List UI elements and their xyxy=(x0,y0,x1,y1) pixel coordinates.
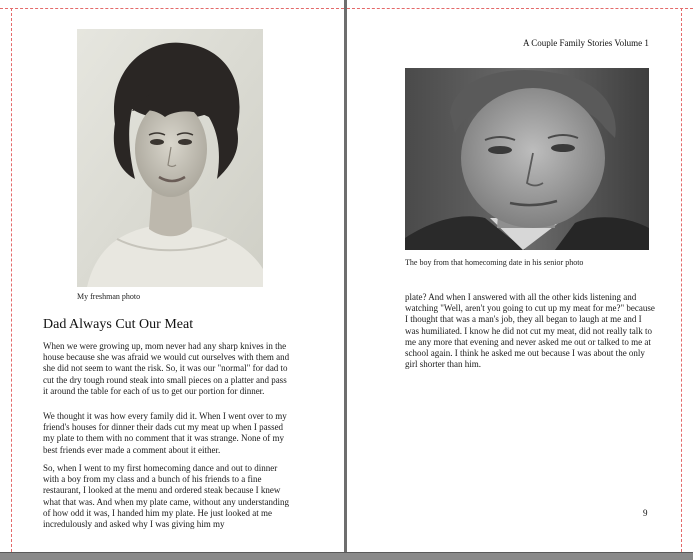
paragraph-2: We thought it was how every family did it. When I went over to my friend's houses for dinner their dads cut my meat up when I passed my plate to them with no comment that it was strange. None of my best friends ever made a comment about it either. xyxy=(43,411,287,455)
margin-guide-left xyxy=(11,8,12,552)
margin-guide-right xyxy=(681,8,682,552)
running-head: A Couple Family Stories Volume 1 xyxy=(523,38,649,48)
freshman-photo-caption: My freshman photo xyxy=(77,292,141,301)
page-number: 9 xyxy=(643,508,648,518)
spread-bottom-edge xyxy=(0,552,693,560)
freshman-photo xyxy=(77,29,263,287)
left-page xyxy=(0,0,344,552)
senior-photo xyxy=(405,68,649,250)
margin-guide-top xyxy=(347,8,693,9)
paragraph-continued: plate? And when I answered with all the other kids listening and watching "Well, aren't you going to cut up my meat for me?" because I thought that was a man's job, they all began to laugh at me and I was humiliated. I know he did not cut my meat, did not really talk to me any more that evening and never asked me out or talked to me at school again. I think he asked me out because I was about the only girl shorter than him. xyxy=(405,292,655,370)
paragraph-3: So, when I went to my first homecoming dance and out to dinner with a boy from my class and a bunch of his friends to a fine restaurant, I looked at the menu and ordered steak because I knew what that was. And when my plate came, without any understanding of how odd it was, I handed him my plate. He just looked at me incredulously and asked why I was giving him my xyxy=(43,463,289,530)
paragraph-1: When we were growing up, mom never had any sharp knives in the house because she was afraid we would cut ourselves with them and she did not seem to want the risk. So, it was our "normal" for dad to cut the dry tough round steak into small pieces on a platter and pass it around the table for each of us to get our portion for dinner. xyxy=(43,341,290,396)
chapter-title: Dad Always Cut Our Meat xyxy=(43,317,194,332)
senior-photo-caption: The boy from that homecoming date in his senior photo xyxy=(405,258,584,267)
right-page xyxy=(347,0,693,552)
margin-guide-top xyxy=(0,8,344,9)
